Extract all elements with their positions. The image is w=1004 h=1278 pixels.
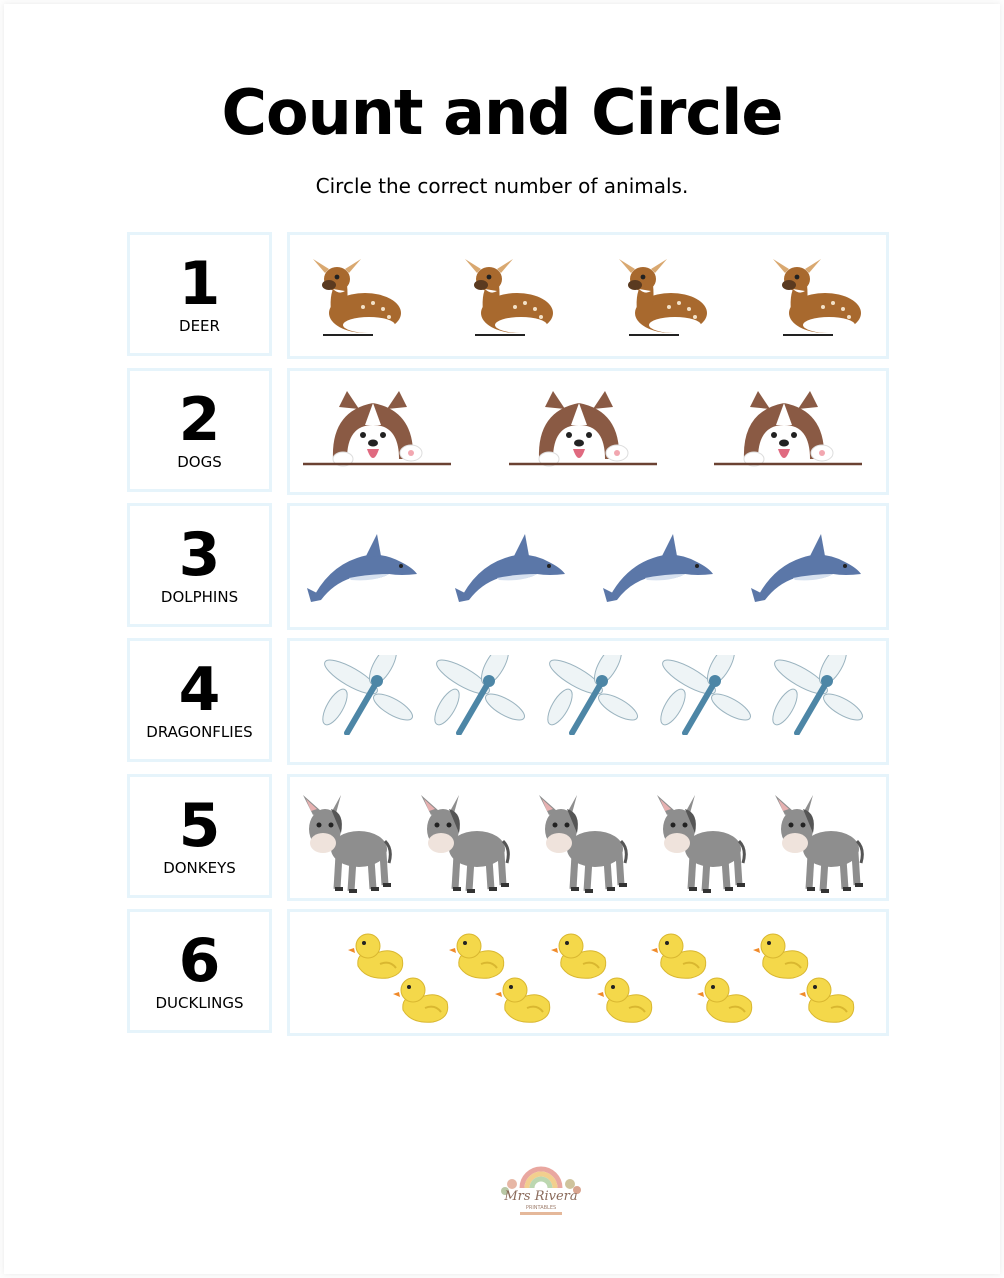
row-picture-box[interactable] [287, 774, 889, 901]
row-number: 5 [178, 791, 221, 861]
dragonfly-icon[interactable] [433, 655, 527, 739]
row-number: 6 [178, 926, 221, 996]
donkey-icon[interactable] [301, 793, 393, 899]
row-animal-name: DOGS [177, 453, 222, 471]
row-number: 4 [178, 655, 221, 725]
deer-icon[interactable] [303, 251, 407, 347]
donkey-icon[interactable] [419, 793, 511, 899]
dog-icon[interactable] [509, 389, 659, 479]
row-label-box [127, 503, 272, 627]
dolphin-icon[interactable] [453, 528, 569, 610]
worksheet-page [4, 4, 1000, 1274]
row-picture-box[interactable] [287, 368, 889, 495]
dragonfly-icon[interactable] [321, 655, 415, 739]
duckling-icon[interactable] [597, 974, 657, 1030]
row-picture-box[interactable] [287, 503, 889, 630]
duckling-icon[interactable] [697, 974, 757, 1030]
donkey-icon[interactable] [537, 793, 629, 899]
page-title: Count and Circle [221, 76, 783, 149]
rainbow-logo-icon [482, 1154, 600, 1224]
dog-icon[interactable] [714, 389, 864, 479]
row-label-box [127, 368, 272, 492]
dragonfly-icon[interactable] [771, 655, 865, 739]
dolphin-icon[interactable] [601, 528, 717, 610]
row-picture-box[interactable] [287, 232, 889, 359]
row-number: 2 [178, 385, 221, 455]
deer-icon[interactable] [455, 251, 559, 347]
brand-logo [482, 1154, 600, 1224]
row-label-box [127, 638, 272, 762]
row-animal-name: DRAGONFLIES [146, 723, 253, 741]
svg-text:Mrs Rivera: Mrs Rivera [504, 1189, 578, 1204]
donkey-icon[interactable] [773, 793, 865, 899]
row-label-box [127, 909, 272, 1033]
dragonfly-icon[interactable] [659, 655, 753, 739]
duckling-icon[interactable] [495, 974, 555, 1030]
deer-icon[interactable] [763, 251, 867, 347]
dog-icon[interactable] [303, 389, 453, 479]
duckling-icon[interactable] [799, 974, 859, 1030]
row-animal-name: DEER [179, 317, 220, 335]
dolphin-icon[interactable] [749, 528, 865, 610]
row-picture-box[interactable] [287, 638, 889, 765]
donkey-icon[interactable] [655, 793, 747, 899]
duckling-icon[interactable] [393, 974, 453, 1030]
deer-icon[interactable] [609, 251, 713, 347]
svg-text:PRINTABLES: PRINTABLES [525, 1205, 557, 1211]
page-subtitle: Circle the correct number of animals. [315, 174, 689, 198]
row-number: 1 [178, 249, 221, 319]
row-number: 3 [178, 520, 221, 590]
dolphin-icon[interactable] [305, 528, 421, 610]
row-animal-name: DUCKLINGS [155, 994, 244, 1012]
dragonfly-icon[interactable] [546, 655, 640, 739]
row-picture-box[interactable] [287, 909, 889, 1036]
row-label-box [127, 774, 272, 898]
row-animal-name: DONKEYS [163, 859, 236, 877]
row-label-box [127, 232, 272, 356]
row-animal-name: DOLPHINS [160, 588, 239, 606]
